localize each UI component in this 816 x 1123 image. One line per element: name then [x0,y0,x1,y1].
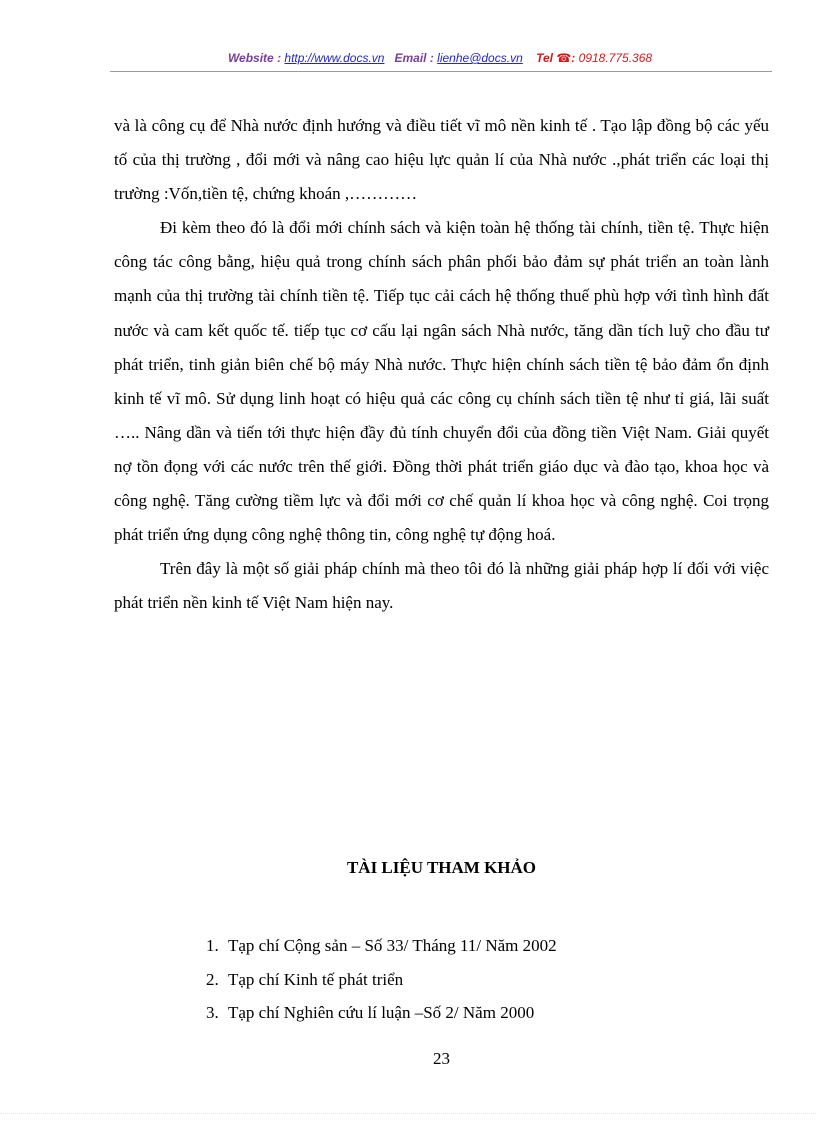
reference-text: Tạp chí Nghiên cứu lí luận –Số 2/ Năm 2000 [228,1003,535,1022]
tel-separator: : [571,51,576,65]
reference-text: Tạp chí Kinh tế phát triển [228,969,404,989]
reference-text: Tạp chí Cộng sản – Số 33/ Tháng 11/ Năm 2002 [228,936,557,955]
reference-number: 3. [206,1003,219,1022]
tel-label: Tel [536,51,553,65]
reference-item [206,996,726,1030]
phone-icon: ☎ [556,51,572,65]
paragraph-2: Đi kèm theo đó là đổi mới chính sách và kiện toàn hệ thống tài chính, tiền tệ. Thực hiện công tác công bằng, hiệu quả trong chính sách phân phối bảo đảm sự phát triển an toàn lành mạnh của thị trường tài chính tiền tệ. Tiếp tục cải cách hệ thống thuế phù hợp với tình hình đất nước và cam kết quốc tế. tiếp tục cơ cấu lại ngân sách Nhà nước, tăng dần tích luỹ cho đầu tư phát triển, tinh giản biên chế bộ máy Nhà nước. Thực hiện chính sách tiền tệ bảo đảm ổn định kinh tế vĩ mô. Sử dụng linh hoạt có hiệu quả các công cụ chính sách tiền tệ như tỉ giá, lãi suất ….. Nâng dần và tiến tới thực hiện đầy đủ tính chuyển đổi của đồng tiền Việt Nam. Giải quyết nợ tồn đọng với các nước trên thế giới. Đồng thời phát triển giáo dục và đào tạo, khoa học và công nghệ. Tăng cường tiềm lực và đổi mới cơ chế quản lí khoa học và công nghệ. Coi trọng phát triển ứng dụng công nghệ thông tin, công nghệ tự động hoá. [114,218,769,545]
page-header [110,51,770,65]
footer-divider [0,1113,816,1114]
main-text [114,109,769,620]
paragraph-1: và là công cụ để Nhà nước định hướng và điều tiết vĩ mô nền kinh tế . Tạo lập đồng bộ các yếu tố của thị trường , đổi mới và nâng cao hiệu lực quản lí của Nhà nước .,phát triển các loại thị trường :Vốn,tiền tệ, chứng khoán ,………… [114,116,769,204]
email-label: Email : [394,51,434,65]
references-title: TÀI LIỆU THAM KHẢO [346,858,537,877]
reference-number: 2. [206,969,219,989]
email-link[interactable]: lienhe@docs.vn [437,51,523,65]
reference-item [206,963,726,997]
page-number: 23 [433,1049,450,1068]
website-link[interactable]: http://www.docs.vn [284,51,385,65]
reference-item [206,929,726,963]
references-list [206,929,726,1030]
phone-number: 0918.775.368 [578,51,653,65]
paragraph-3: Trên đây là một số giải pháp chính mà theo tôi đó là những giải pháp hợp lí đối với việc phát triển nền kinh tế Việt Nam hiện nay. [114,559,769,613]
website-label: Website : [227,51,282,65]
reference-number: 1. [206,936,219,955]
header-divider [110,71,772,72]
